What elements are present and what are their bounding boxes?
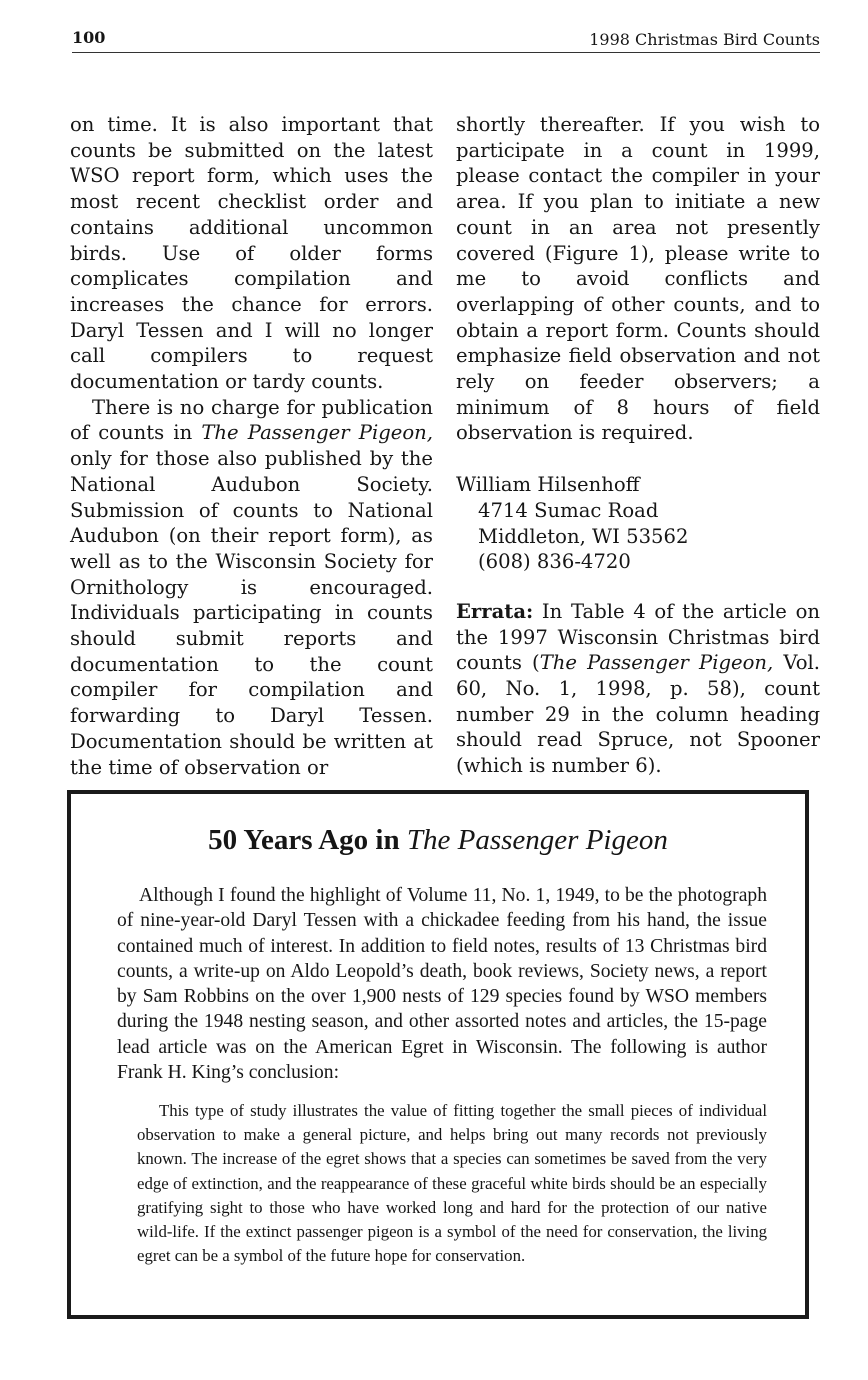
author-city: Middleton, WI 53562 <box>478 524 689 548</box>
journal-title-italic: The Passenger Pigeon, <box>201 421 433 445</box>
left-column <box>70 112 433 780</box>
box-title-bold: 50 Years Ago in <box>208 824 400 856</box>
author-phone: (608) 836-4720 <box>478 550 631 574</box>
page-number: 100 <box>72 28 106 47</box>
right-column <box>456 112 820 779</box>
right-paragraph-1: shortly thereafter. If you wish to participate in a count in 1999, please contact the compiler in your area. If you plan to initiate a new count in an area not presently covered (Figure 1), please write to me to avoid conflicts and overlapping of other counts, and to obtain a report form. Counts should emphasize field observation and not rely on feeder observers; a minimum of 8 hours of field observation is required. <box>456 113 820 445</box>
box-title-italic: The Passenger Pigeon <box>406 824 668 856</box>
box-quote: This type of study illustrates the value of fitting together the small pieces of individual observation to make a general picture, and helps bring out many records not previously known. The increase of the egret shows that a species can sometimes be saved from the very edge of extinction, and the reappearance of these graceful white birds should be an especially gratifying sight to those who have worked long and hard for the protection of our native wild-life. If the extinct passenger pigeon is a symbol of the need for conservation, the living egret can be a symbol of the future hope for conservation. <box>137 1101 767 1266</box>
author-street: 4714 Sumac Road <box>478 498 659 522</box>
errata-label: Errata: <box>456 599 534 623</box>
left-paragraph-1: on time. It is also important that counts be submitted on the latest WSO report form, which uses the most recent checklist order and contains additional uncommon birds. Use of older forms complicates compilation and increases the chance for errors. Daryl Tessen and I will no longer call compilers to request documentation or tardy counts. <box>70 113 433 394</box>
left-paragraph-2-text-b: only for those also published by the National Audubon Society. Submission of counts to National Audubon (on their report form), as well as to the Wisconsin Society for Ornithology is encouraged. Individuals participating in counts should submit reports and documentation to the count compiler for compilation and forwarding to Daryl Tessen. Documentation should be written at the time of observation or <box>70 447 433 779</box>
left-paragraph-2-text-a: There is no charge for publication of counts in <box>70 395 433 445</box>
errata-paragraph <box>456 599 820 779</box>
page-header <box>72 26 820 53</box>
running-title: 1998 Christmas Bird Counts <box>589 30 820 49</box>
fifty-years-ago-box <box>67 790 809 1319</box>
box-body: Although I found the highlight of Volume 11, No. 1, 1949, to be the photograph of nine-year-old Daryl Tessen with a chickadee feeding from his hand, the issue contained much of interest. In addition to field notes, results of 13 Christmas bird counts, a write-up on Aldo Leopold’s death, book reviews, Society news, a report by Sam Robbins on the over 1,900 nests of 129 species found by WSO members during the 1948 nesting season, and other assorted notes and articles, the 15-page lead article was on the American Egret in Wisconsin. The following is author Frank H. King’s conclusion: <box>117 885 767 1084</box>
author-name: William Hilsenhoff <box>456 473 640 497</box>
errata-text-a: In Table 4 of the article on the 1997 Wisconsin Christmas bird counts ( <box>456 599 820 675</box>
box-title <box>71 824 805 857</box>
errata-text-b: Vol. 60, No. 1, 1998, p. 58), count number 29 in the column heading should read Spruce, not Spooner (which is number 6). <box>456 651 820 778</box>
left-paragraph-2 <box>70 395 433 781</box>
author-signature <box>456 472 820 575</box>
errata-journal-italic: The Passenger Pigeon, <box>539 651 774 675</box>
